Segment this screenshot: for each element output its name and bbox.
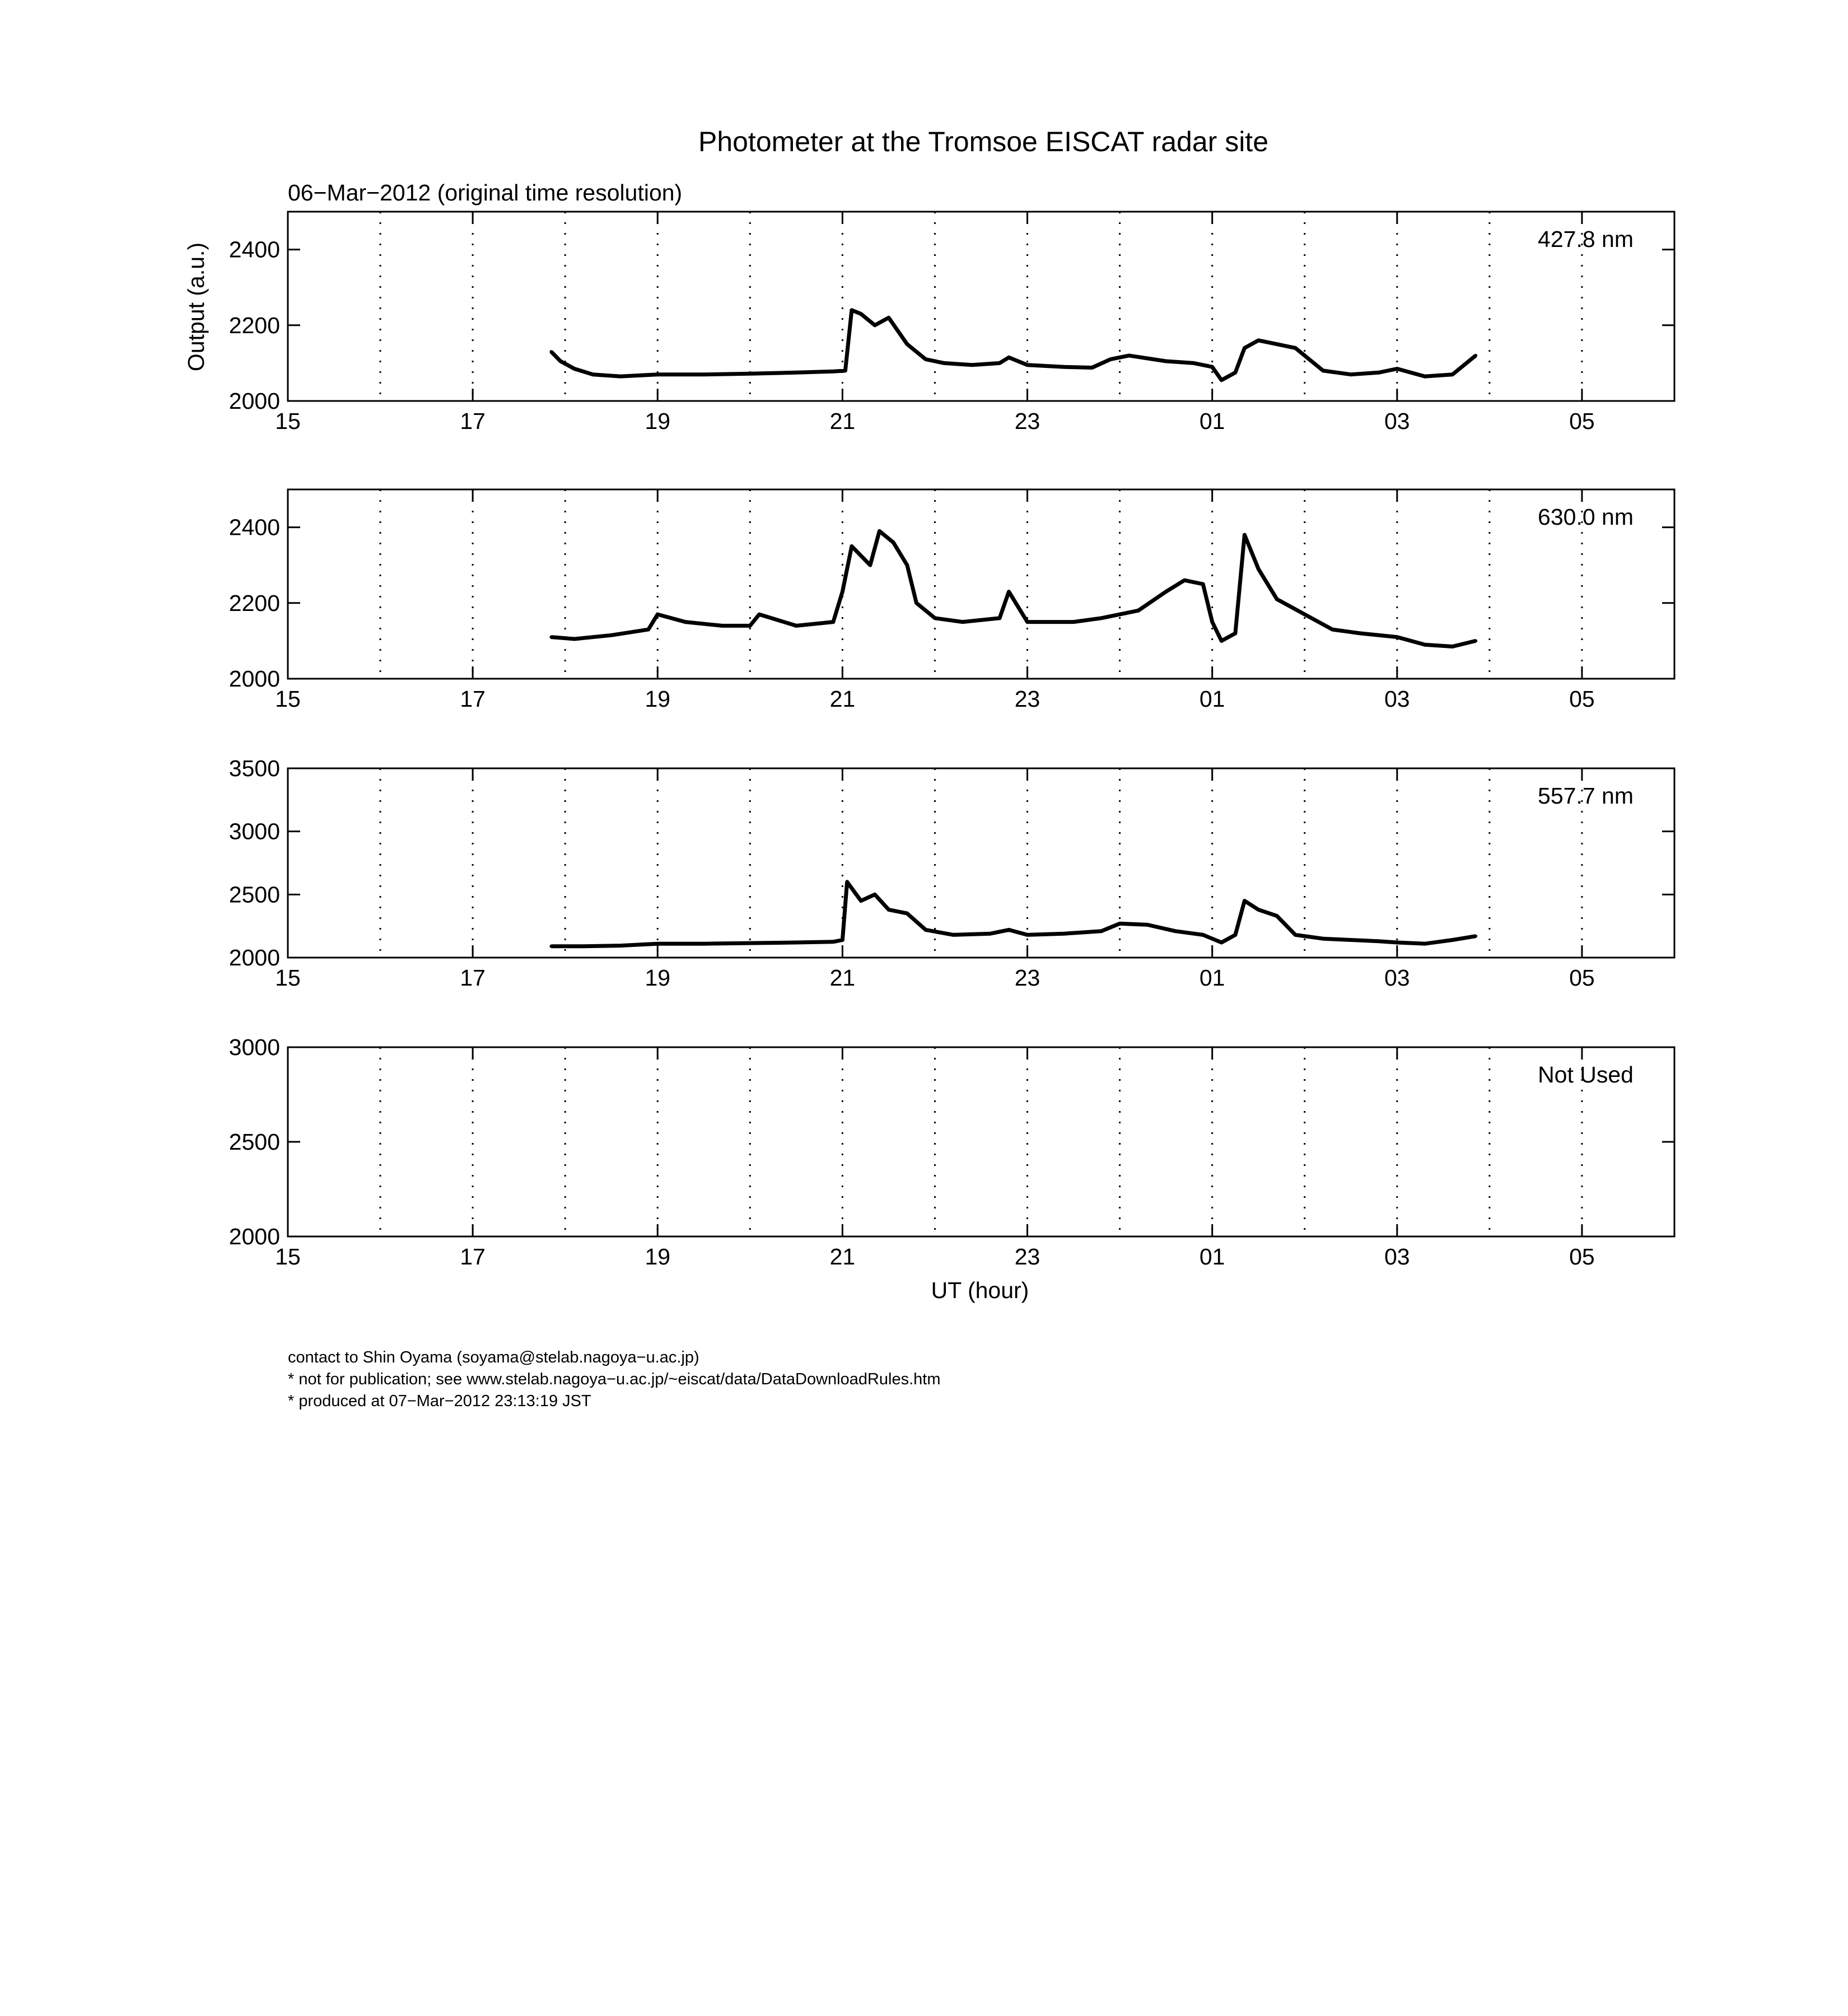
y-axis-label: Output (a.u.) xyxy=(183,242,209,372)
data-point xyxy=(1243,533,1246,536)
data-point xyxy=(1474,935,1477,938)
footer-produced-note: * produced at 07−Mar−2012 23:13:19 JST xyxy=(288,1392,591,1410)
footer-notes xyxy=(288,1347,941,1412)
data-point xyxy=(1118,613,1122,616)
x-tick-label: 23 xyxy=(1014,965,1040,991)
x-tick-label: 17 xyxy=(460,686,486,712)
data-point xyxy=(656,373,659,376)
data-point xyxy=(1174,930,1177,933)
data-point xyxy=(1243,899,1246,903)
x-tick-label: 05 xyxy=(1569,408,1595,434)
x-tick-label: 17 xyxy=(460,1244,486,1270)
y-tick-label: 2000 xyxy=(228,945,280,970)
x-tick-label: 17 xyxy=(460,965,486,991)
data-point xyxy=(1146,923,1149,926)
y-tick-label: 2200 xyxy=(228,312,280,338)
data-point xyxy=(758,613,761,616)
x-tick-label: 01 xyxy=(1199,686,1225,712)
data-point xyxy=(795,941,798,944)
data-point xyxy=(748,941,752,945)
data-point xyxy=(970,363,973,367)
footer-contact: contact to Shin Oyama (soyama@stelab.nagoya−u.ac.jp) xyxy=(288,1348,699,1366)
data-point xyxy=(1127,354,1131,357)
data-point xyxy=(1396,636,1399,639)
data-point xyxy=(1451,938,1454,941)
x-tick-label: 19 xyxy=(645,965,671,991)
data-point xyxy=(832,620,835,624)
y-tick-label: 2400 xyxy=(228,514,280,540)
panel-3 xyxy=(229,755,1674,991)
y-tick-label: 2000 xyxy=(228,388,280,414)
data-point xyxy=(1220,379,1223,382)
data-point xyxy=(924,928,927,931)
y-tick-label: 2000 xyxy=(228,1224,280,1249)
footer-publication-note: * not for publication; see www.stelab.nagoya−u.ac.jp/~eiscat/data/DataDownloadRules.htm xyxy=(288,1370,941,1388)
data-point xyxy=(850,886,853,890)
y-tick-label: 2500 xyxy=(228,881,280,908)
x-tick-label: 19 xyxy=(645,408,671,434)
data-point xyxy=(1164,360,1168,363)
y-tick-label: 3500 xyxy=(228,755,280,781)
data-point xyxy=(582,945,585,948)
data-point xyxy=(1451,373,1454,376)
data-point xyxy=(1192,361,1196,365)
panel-label: 557.7 nm xyxy=(1538,783,1634,809)
data-point xyxy=(869,563,872,567)
x-tick-label: 19 xyxy=(645,1244,671,1270)
x-tick-label: 03 xyxy=(1384,408,1410,434)
data-point xyxy=(832,370,835,373)
panel-2 xyxy=(229,489,1674,712)
data-point xyxy=(989,932,992,935)
data-point xyxy=(1423,643,1426,646)
plot-panels xyxy=(229,212,1674,1270)
x-axis-label: UT (hour) xyxy=(931,1277,1029,1303)
data-point xyxy=(832,940,835,944)
data-point xyxy=(591,373,595,376)
data-point xyxy=(1349,938,1352,941)
data-point xyxy=(1474,639,1477,642)
x-tick-label: 05 xyxy=(1569,1244,1595,1270)
data-point xyxy=(1201,582,1205,586)
data-point xyxy=(647,628,650,631)
x-tick-label: 01 xyxy=(1199,1244,1225,1270)
data-point xyxy=(1234,632,1237,635)
data-point xyxy=(892,541,895,544)
data-point xyxy=(1257,339,1260,342)
data-point xyxy=(846,880,849,884)
x-tick-label: 03 xyxy=(1384,965,1410,991)
data-point xyxy=(1100,617,1103,620)
series-line xyxy=(551,310,1476,380)
data-point xyxy=(1007,590,1011,594)
data-point xyxy=(1294,346,1297,349)
data-point xyxy=(1275,914,1278,918)
data-point xyxy=(610,633,613,637)
data-point xyxy=(702,373,706,376)
data-point xyxy=(795,371,798,374)
data-point xyxy=(1118,922,1122,925)
data-point xyxy=(702,942,706,945)
panel-label: 427.8 nm xyxy=(1538,226,1634,252)
data-point xyxy=(1201,933,1205,936)
x-tick-label: 23 xyxy=(1014,408,1040,434)
x-tick-label: 21 xyxy=(829,1244,856,1270)
data-point xyxy=(684,620,687,624)
panel-label: Not Used xyxy=(1538,1062,1634,1088)
data-point xyxy=(1183,578,1186,582)
data-point xyxy=(859,899,862,903)
y-tick-label: 2000 xyxy=(228,666,280,692)
data-point xyxy=(1331,628,1334,631)
series-line xyxy=(551,531,1476,646)
data-point xyxy=(1220,639,1223,642)
data-point xyxy=(619,944,622,948)
data-point xyxy=(1234,933,1237,936)
x-tick-label: 15 xyxy=(275,408,301,434)
data-point xyxy=(1220,941,1223,944)
data-point xyxy=(1322,937,1325,940)
data-point xyxy=(1451,645,1454,648)
data-point xyxy=(1396,941,1399,944)
y-tick-label: 2400 xyxy=(228,236,280,263)
axes-frame xyxy=(288,489,1674,679)
data-point xyxy=(841,938,844,941)
data-point xyxy=(1109,358,1112,361)
data-point xyxy=(1377,940,1380,943)
x-tick-label: 21 xyxy=(829,408,856,434)
axes-frame xyxy=(288,768,1674,958)
x-tick-label: 01 xyxy=(1199,408,1225,434)
data-point xyxy=(1303,613,1306,616)
data-point xyxy=(1072,620,1075,624)
axes-frame xyxy=(288,212,1674,401)
data-point xyxy=(887,316,890,319)
data-point xyxy=(914,601,918,605)
data-point xyxy=(656,942,659,945)
data-point xyxy=(878,529,881,533)
data-point xyxy=(887,908,890,911)
y-tick-label: 2200 xyxy=(228,590,280,616)
figure-subtitle: 06−Mar−2012 (original time resolution) xyxy=(288,180,683,206)
data-point xyxy=(1234,371,1237,374)
data-point xyxy=(951,933,955,936)
data-point xyxy=(1423,942,1426,945)
data-point xyxy=(873,324,876,327)
axes-frame xyxy=(288,1047,1674,1236)
data-point xyxy=(961,620,964,624)
x-tick-label: 23 xyxy=(1014,686,1040,712)
x-tick-label: 21 xyxy=(829,686,856,712)
data-point xyxy=(1137,609,1140,612)
data-point xyxy=(1243,346,1246,349)
x-tick-label: 05 xyxy=(1569,965,1595,991)
x-tick-label: 03 xyxy=(1384,686,1410,712)
y-tick-label: 3000 xyxy=(228,1034,280,1060)
figure-title: Photometer at the Tromsoe EISCAT radar site xyxy=(698,126,1269,157)
data-point xyxy=(1211,365,1214,368)
data-point xyxy=(1396,367,1399,371)
panel-1 xyxy=(229,212,1674,434)
data-point xyxy=(1026,933,1029,936)
data-point xyxy=(998,361,1001,365)
data-point xyxy=(906,343,909,346)
data-point xyxy=(1349,373,1352,376)
data-point xyxy=(549,945,553,948)
x-tick-label: 01 xyxy=(1199,965,1225,991)
data-point xyxy=(549,636,553,639)
data-point xyxy=(573,367,576,371)
data-point xyxy=(748,624,752,627)
data-point xyxy=(549,350,553,353)
data-point xyxy=(1359,632,1362,635)
data-point xyxy=(1377,371,1380,374)
data-point xyxy=(573,637,576,641)
data-point xyxy=(873,893,876,896)
data-point xyxy=(748,372,752,375)
data-point xyxy=(1423,375,1426,378)
y-tick-label: 3000 xyxy=(228,818,280,844)
data-point xyxy=(1007,356,1011,359)
data-point xyxy=(841,590,844,594)
data-point xyxy=(906,912,909,915)
data-point xyxy=(559,360,562,363)
data-point xyxy=(1211,620,1214,624)
x-tick-label: 15 xyxy=(275,965,301,991)
data-point xyxy=(1275,343,1278,346)
data-point xyxy=(1100,930,1103,933)
data-point xyxy=(1026,620,1029,624)
data-point xyxy=(933,617,936,620)
series-line xyxy=(551,882,1476,946)
data-point xyxy=(843,369,847,372)
data-point xyxy=(1026,363,1029,367)
data-point xyxy=(1257,567,1260,571)
data-point xyxy=(1090,366,1094,370)
data-point xyxy=(1474,354,1477,357)
data-point xyxy=(1294,933,1297,936)
data-point xyxy=(1211,937,1214,940)
data-point xyxy=(1164,590,1168,594)
panel-4 xyxy=(229,1034,1674,1270)
data-point xyxy=(906,563,909,567)
x-tick-label: 15 xyxy=(275,1244,301,1270)
x-tick-label: 19 xyxy=(645,686,671,712)
data-point xyxy=(721,624,724,627)
data-point xyxy=(1322,369,1325,372)
x-tick-label: 15 xyxy=(275,686,301,712)
data-point xyxy=(998,617,1001,620)
data-point xyxy=(1275,598,1278,601)
data-point xyxy=(859,312,862,316)
y-tick-label: 2500 xyxy=(228,1129,280,1155)
data-point xyxy=(924,358,927,361)
data-point xyxy=(1007,928,1011,931)
data-point xyxy=(1063,932,1066,935)
data-point xyxy=(619,375,622,378)
x-tick-label: 23 xyxy=(1014,1244,1040,1270)
data-point xyxy=(795,624,798,627)
data-point xyxy=(942,361,946,365)
x-tick-label: 21 xyxy=(829,965,856,991)
x-tick-label: 17 xyxy=(460,408,486,434)
x-tick-label: 05 xyxy=(1569,686,1595,712)
data-point xyxy=(1063,365,1066,368)
panel-label: 630.0 nm xyxy=(1538,504,1634,530)
data-point xyxy=(850,309,853,312)
data-point xyxy=(1257,908,1260,911)
data-point xyxy=(656,613,659,616)
x-tick-label: 03 xyxy=(1384,1244,1410,1270)
data-point xyxy=(850,544,853,548)
